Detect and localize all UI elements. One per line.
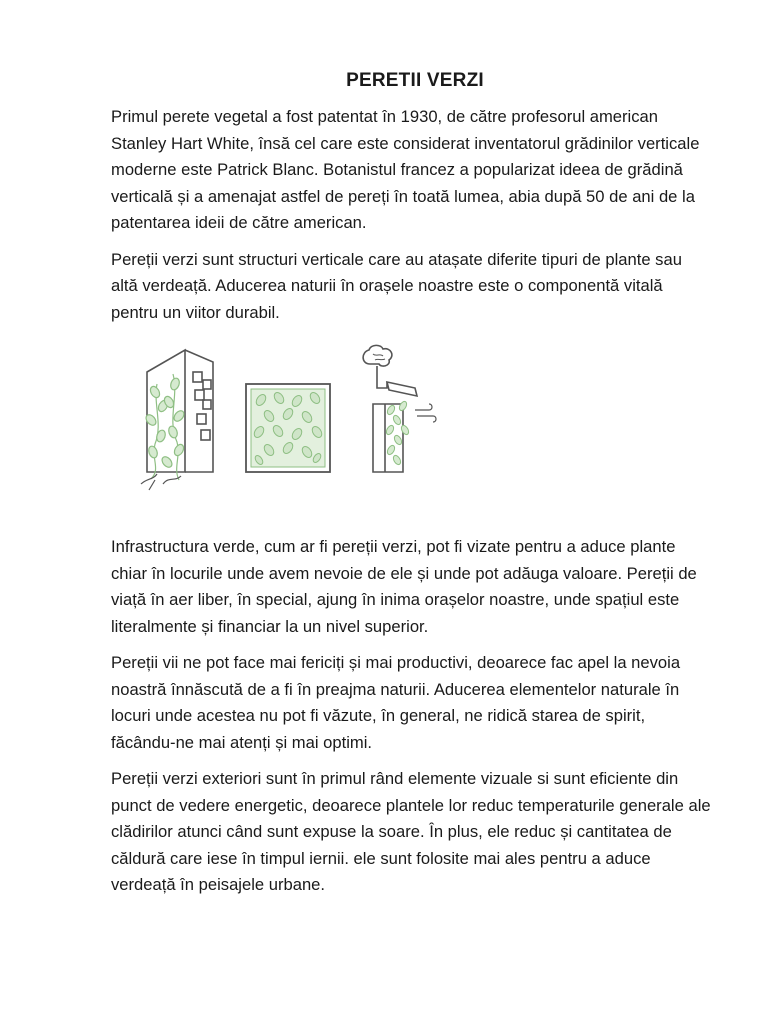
paragraph-3: Infrastructura verde, cum ar fi pereții verzi, pot fi vizate pentru a aduce plante chiar în locurile unde avem nevoie de ele și unde pot adăuga valoare. Pereții de viață în aer liber, în special, ajung în inima orașelor noastre, unde spațiul este literalmente și financiar la un nivel superior. [111, 537, 697, 636]
green-wall-panel-icon [246, 384, 330, 472]
paragraph-1: Primul perete vegetal a fost patentat în 1930, de către profesorul american Stanley Hart White, însă cel care este considerat inventatorul grădinilor verticale moderne este Patrick Blanc. Botanistul francez a popularizat ideea de grădină verticală și a amenajat astfel de pereți în toată lumea, abia după 50 de ani de la patentarea ideii de către american. [111, 107, 700, 232]
document-page [111, 70, 711, 909]
green-walls-illustration [111, 344, 711, 510]
brain-building-wind-icon [363, 345, 436, 472]
paragraph-4: Pereții vii ne pot face mai fericiți și mai productivi, deoarece fac apel la nevoia noastră înnăscută de a fi în preajma naturii. Aducerea elementelor naturale în locuri unde acestea nu pot fi văzute, în general, ne ridică starea de spirit, făcându-ne mai atenți și mai optimi. [111, 653, 681, 752]
document-title: PERETII VERZI [346, 70, 484, 91]
building-green-wall-icon [141, 350, 213, 490]
paragraph-2: Pereții verzi sunt structuri verticale care au atașate diferite tipuri de plante sau altă verdeață. Aducerea naturii în orașele noastre este o componentă vitală pentru un viitor durabil. [111, 249, 682, 322]
paragraph-5: Pereții verzi exteriori sunt în primul rând elemente vizuale si sunt eficiente din punct de vedere energetic, deoarece plantele lor reduc temperaturile generale ale clădirilor atunci când sunt expuse la soare. În plus, ele reduc și cantitatea de căldură care iese în timpul iernii. ele sunt folosite mai ales pentru a aduce verdeață în peisajele urbane. [111, 769, 711, 894]
